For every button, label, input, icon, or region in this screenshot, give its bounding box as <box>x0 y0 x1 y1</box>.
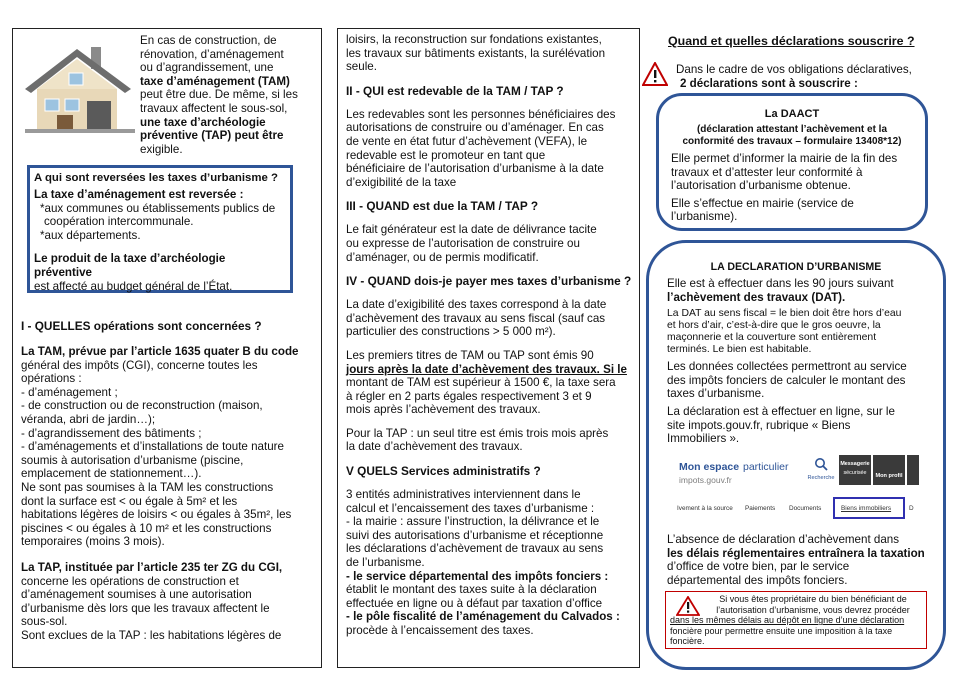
tab-documents[interactable]: Documents <box>789 505 822 512</box>
middle-content: loisirs, la reconstruction sur fondations existantes, les travaux sur bâtiments existants, la surélévation seule. II - QUI est redevable de la TAM / TAP ? Les redevables sont les personnes bénéficiaires des autorisations de construire ou d’aménager. En cas de vente en état futur d’achèvement (VEFA), le redevable est le promoteur en tant que bénéficiaire de l’autorisation d’urbanisme à la date d’exigibilité de la taxe III - QUAND est due la TAM / TAP ? Le fait générateur est la date de délivrance tacite ou expresse de l’autorisation de construire ou d’aménager, ou de permis modificatif. IV - QUAND dois-je payer mes taxes d’urbanisme ? La date d’exigibilité des taxes correspond à la date d’achèvement des travaux au sens fiscal (sauf cas particulier des constructions > 5 000 m²). Les premiers titres de TAM ou TAP sont émis 90 jours après la date d’achèvement des travaux. Si le montant de TAM est supérieur à 1500 €, la taxe sera à régler en 2 parts égales respectivement 3 et 9 mois après l’achèvement des travaux. Pour la TAP : un seul titre est émis trois mois après la date d’achèvement des travaux. V QUELS Services administratifs ? 3 entités administratives interviennent dans le calcul et l’encaissement des taxes d’urbanisme : - la mairie : assure l’instruction, la délivrance et le suivi des autorisations d’urbanisme et réceptionne les déclarations d’achèvement de travaux au sens de l’urbanisme. - le service départemental des impôts fonciers : établit le montant des taxes suite à la déclaration effectuée en ligne ou à défaut par taxation d’office - le pôle fiscalité de l’aménagement du Calvados : procède à l’encaissement des taxes. <box>346 33 632 637</box>
absence-text: L’absence de déclaration d’achèvement dans les délais réglementaires entraînera la taxation d’office de votre bien, par le service départemental des impôts fonciers. <box>667 533 925 587</box>
section-3-title: III - QUAND est due la TAM / TAP ? <box>346 199 539 214</box>
search-button[interactable]: Recherche <box>805 455 837 485</box>
section-4-title: IV - QUAND dois-je payer mes taxes d’urbanisme ? <box>346 274 632 289</box>
tab-prelevement[interactable]: Ivement à la source <box>677 505 733 512</box>
beneficiaries-box: A qui sont reversées les taxes d’urbanisme ? La taxe d’aménagement est reversée : *aux communes ou établissements publics de coopération intercommunale. *aux départements. Le produit de la taxe d’archéologie préventive est affecté au budget général de l’État. <box>27 165 293 293</box>
header-edge <box>907 455 919 485</box>
warning-icon <box>642 62 668 86</box>
profile-button[interactable]: Mon profil <box>873 455 905 485</box>
column-left <box>12 28 322 668</box>
declarations-title: Quand et quelles déclarations souscrire ? <box>668 34 915 48</box>
urbanisme-box: LA DECLARATION D’URBANISME Elle est à effectuer dans les 90 jours suivant l’achèvement des travaux (DAT). La DAT au sens fiscal = le bien doit être hors d’eau et hors d’air, c’est-à-dire que le gros oeuvre, la maçonnerie et la couverture sont entièrement terminés. Le bien est habitable. Les données collectées permettront au service des impôts fonciers de calculer le montant des taxes d’urbanisme. La déclaration est à effectuer en ligne, sur le site impots.gouv.fr, rubrique « Biens Immobiliers ». Mon espace particulier impots.gouv.fr Recherche Messagerie sécurisée Mon profil Ivement à la source Paiements Documents Biens immobiliers D L’absence de déclaration d’achèvement dans les délais réglementaires entraînera la taxation d’office de votre bien, par le service départemental des impôts fonciers. Si vous êtes propriétaire du bien bénéficiant de l’autorisation d’urbanisme, vous devrez procéder dans les mêmes délais au dépôt en ligne d’une déclaration foncière pour permettre ensuite une imposition à la taxe foncière. <box>646 240 946 670</box>
section-2-title: II - QUI est redevable de la TAM / TAP ? <box>346 83 564 98</box>
box-title: A qui sont reversées les taxes d’urbanisme ? <box>34 172 278 184</box>
intro-text: En cas de construction, de rénovation, d’aménagement ou d’agrandissement, une taxe d’aménagement (TAM) peut être due. De même, si les travaux affectent le sous-sol, une taxe d’archéologie préventive (TAP) peut être exigible. <box>140 34 298 156</box>
house-illustration <box>21 37 139 137</box>
search-icon <box>814 457 828 471</box>
tab-biens-immobiliers[interactable]: Biens immobiliers <box>833 497 905 519</box>
section-1-title: I - QUELLES opérations sont concernées ? <box>21 319 262 333</box>
impots-site-screenshot: Mon espace particulier impots.gouv.fr Recherche Messagerie sécurisée Mon profil Ivement à la source Paiements Documents Biens immobiliers D <box>667 451 921 525</box>
site-brand: Mon espace <box>679 461 740 473</box>
tab-more[interactable]: D <box>909 505 914 512</box>
section-5-title: V QUELS Services administratifs ? <box>346 464 541 479</box>
messaging-button[interactable]: Messagerie sécurisée <box>839 455 871 485</box>
section-1: I - QUELLES opérations sont concernées ? La TAM, prévue par l’article 1635 quater B du code général des impôts (CGI), concerne toutes les opérations : - d’aménagement ; - de construction ou de reconstruction (maison, véranda, abri de jardin…); - d’agrandissement des bâtiments ; - d’aménagements et d’installations de toute nature soumis à autorisation d’urbanisme (piscine, emplacement de stationnement…). Ne sont pas soumises à la TAM les constructions dont la surface est < ou égale à 5m² et les habitations légères de loisirs < ou égales à 35m², les piscines < ou égales à 10 m² et les constructions temporaires (moins 3 mois). La TAP, instituée par l’article 235 ter ZG du CGI, concerne les opérations de construction et d’aménagement soumises à une autorisation d’urbanisme dès lors que les travaux affectent le sous-sol. Sont exclues de la TAP : les habitations légères de <box>21 319 315 642</box>
warning-icon <box>676 596 700 616</box>
column-right: Quand et quelles déclarations souscrire ? Dans le cadre de vos obligations déclaratives, 2 déclarations sont à souscrire : La DAACT (déclaration attestant l’achèvement et la conformité des travaux – formulaire 13408*12) Elle permet d’informer la mairie de la fin des travaux et d’attester leur conformité à l’autorisation d’urbanisme obtenue. Elle s’effectue en mairie (service de l’urbanisme). LA DECLARATION D’URBANISME Elle est à effectuer dans les 90 jours suivant l’achèvement des travaux (DAT). La DAT au sens fiscal = le bien doit être hors d’eau et hors d’air, c’est-à-dire que le gros oeuvre, la maçonnerie et la couverture sont entièrement terminés. Le bien est habitable. Les données collectées permettront au service des impôts fonciers de calculer le montant des taxes d’urbanisme. La déclaration est à effectuer en ligne, sur le site impots.gouv.fr, rubrique « Biens Immobiliers ». Mon espace particulier impots.gouv.fr Recherche Messagerie sécurisée Mon profil Ivement à la source Paiements Documents Biens immobiliers D L’absence de déclaration d’achèvement dans les délais réglementaires entraînera la taxation d’office de votre bien, par le service départemental des impôts fonciers. Si vous êtes propriétaire du bien bénéficiant de l’autorisation d’urbanisme, vous devrez procéder dans les mêmes délais au dépôt en ligne d’une déclaration foncière pour permettre ensuite une imposition à la taxe foncière. <box>650 0 950 682</box>
daact-box: La DAACT (déclaration attestant l’achèvement et la conformité des travaux – formulaire 13408*12) Elle permet d’informer la mairie de la fin des travaux et d’attester leur conformité à l’autorisation d’urbanisme obtenue. Elle s’effectue en mairie (service de l’urbanisme). <box>656 93 928 231</box>
column-middle <box>337 28 640 668</box>
warning-box: Si vous êtes propriétaire du bien bénéficiant de l’autorisation d’urbanisme, vous devrez procéder dans les mêmes délais au dépôt en ligne d’une déclaration foncière pour permettre ensuite une imposition à la taxe foncière. <box>665 591 927 649</box>
tab-paiements[interactable]: Paiements <box>745 505 776 512</box>
